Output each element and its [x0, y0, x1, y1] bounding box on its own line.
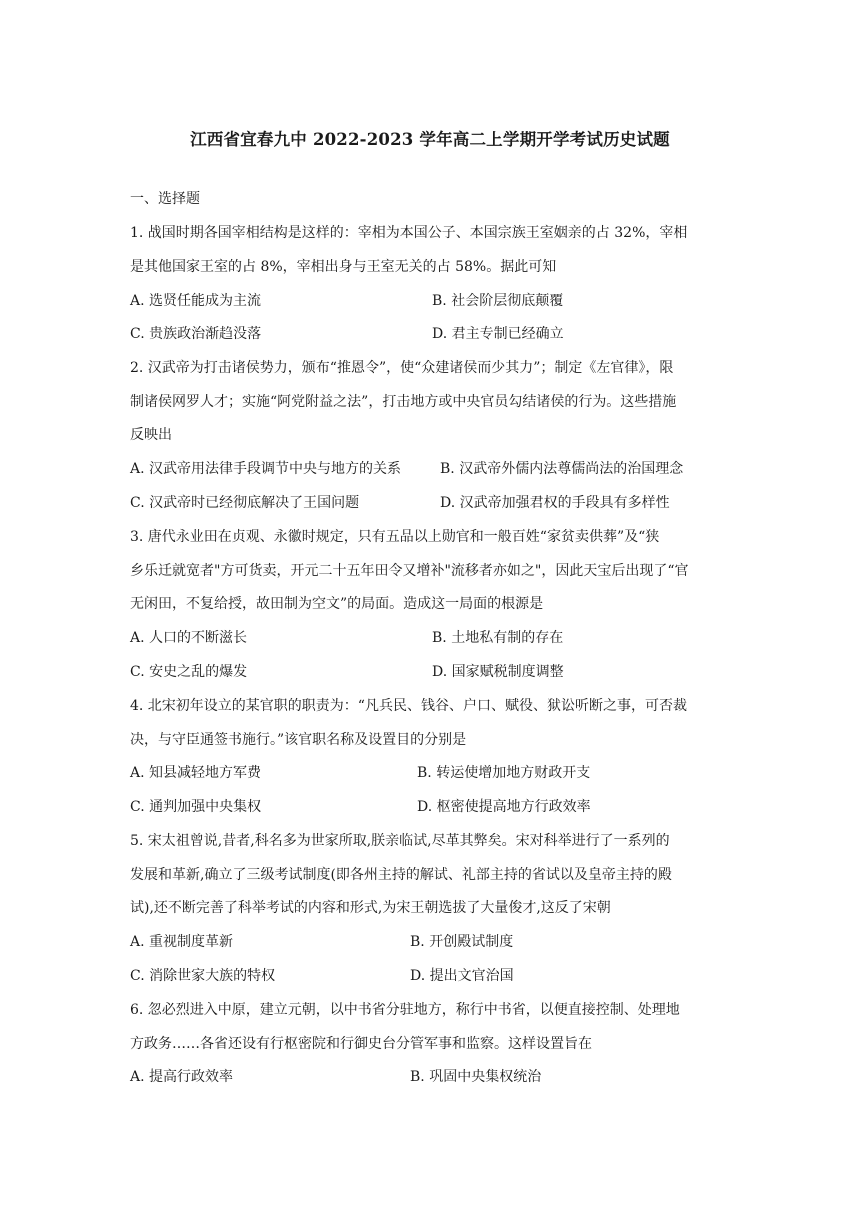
- question-6-option-a[interactable]: A. 提高行政效率: [130, 1069, 234, 1085]
- question-2-line-2: 制诸侯网罗人才；实施“阿党附益之法”，打击地方或中央官员勾结诸侯的行为。这些措施: [130, 394, 677, 410]
- exam-title: 江西省宜春九中 2022-2023 学年高二上学期开学考试历史试题: [190, 130, 670, 149]
- question-4-line-1: 4. 北宋初年设立的某官职的职责为：“凡兵民、钱谷、户口、赋役、狱讼听断之事，可否裁: [130, 698, 687, 714]
- question-1-line-2: 是其他国家王室的占 8%，宰相出身与王室无关的占 58%。据此可知: [130, 259, 557, 275]
- question-5-line-2: 发展和革新,确立了三级考试制度(即各州主持的解试、礼部主持的省试以及皇帝主持的殿: [130, 867, 672, 883]
- question-5-option-a[interactable]: A. 重视制度革新: [130, 934, 234, 950]
- question-2-option-c[interactable]: C. 汉武帝时已经彻底解决了王国问题: [130, 495, 360, 511]
- question-2-line-1: 2. 汉武帝为打击诸侯势力，颁布“推恩令”，使“众建诸侯而少其力”；制定《左官律》，限: [130, 360, 674, 376]
- question-3-option-b[interactable]: B. 土地私有制的存在: [432, 630, 564, 646]
- question-4-option-a[interactable]: A. 知县减轻地方军费: [130, 765, 262, 781]
- question-2-option-d[interactable]: D. 汉武帝加强君权的手段具有多样性: [440, 495, 670, 511]
- question-2-option-a[interactable]: A. 汉武帝用法律手段调节中央与地方的关系: [130, 461, 402, 477]
- question-3-line-2: 乡乐迁就宽者"方可货卖，开元二十五年田令又增补"流移者亦如之"，因此天宝后出现了“官: [130, 563, 689, 579]
- question-2-line-3: 反映出: [130, 427, 172, 443]
- question-2-option-b[interactable]: B. 汉武帝外儒内法尊儒尚法的治国理念: [440, 461, 684, 477]
- question-4-option-b[interactable]: B. 转运使增加地方财政开支: [417, 765, 591, 781]
- question-5-line-3: 试),还不断完善了科举考试的内容和形式,为宋王朝选拔了大量俊才,这反了宋朝: [130, 900, 611, 916]
- question-5-option-c[interactable]: C. 消除世家大族的特权: [130, 968, 276, 984]
- question-3-option-c[interactable]: C. 安史之乱的爆发: [130, 664, 248, 680]
- question-5-line-1: 5. 宋太祖曾说,昔者,科名多为世家所取,朕亲临试,尽革其弊矣。宋对科举进行了一系列的: [130, 833, 670, 849]
- question-6-line-1: 6. 忽必烈进入中原，建立元朝，以中书省分驻地方，称行中书省，以便直接控制、处理地: [130, 1002, 680, 1018]
- question-3-option-d[interactable]: D. 国家赋税制度调整: [432, 664, 564, 680]
- question-3-line-1: 3. 唐代永业田在贞观、永徽时规定，只有五品以上勋官和一般百姓“家贫卖供葬”及“狭: [130, 529, 660, 545]
- section-heading: 一、选择题: [130, 191, 200, 207]
- question-6-option-b[interactable]: B. 巩固中央集权统治: [410, 1069, 542, 1085]
- question-1-option-b[interactable]: B. 社会阶层彻底颠覆: [432, 293, 564, 309]
- question-5-option-d[interactable]: D. 提出文官治国: [410, 968, 514, 984]
- question-4-option-d[interactable]: D. 枢密使提高地方行政效率: [417, 799, 591, 815]
- question-1-option-d[interactable]: D. 君主专制已经确立: [432, 326, 564, 342]
- question-1-line-1: 1. 战国时期各国宰相结构是这样的：宰相为本国公子、本国宗族王室姻亲的占 32%，宰相: [130, 225, 688, 241]
- question-1-option-c[interactable]: C. 贵族政治渐趋没落: [130, 326, 262, 342]
- question-3-option-a[interactable]: A. 人口的不断滋长: [130, 630, 248, 646]
- question-6-line-2: 方政务……各省还设有行枢密院和行御史台分管军事和监察。这样设置旨在: [130, 1036, 592, 1052]
- question-3-line-3: 无闲田，不复给授，故田制为空文”的局面。造成这一局面的根源是: [130, 596, 544, 612]
- question-1-option-a[interactable]: A. 选贤任能成为主流: [130, 293, 262, 309]
- question-4-option-c[interactable]: C. 通判加强中央集权: [130, 799, 262, 815]
- question-5-option-b[interactable]: B. 开创殿试制度: [410, 934, 514, 950]
- question-4-line-2: 决，与守臣通签书施行。”该官职名称及设置目的分别是: [130, 732, 467, 748]
